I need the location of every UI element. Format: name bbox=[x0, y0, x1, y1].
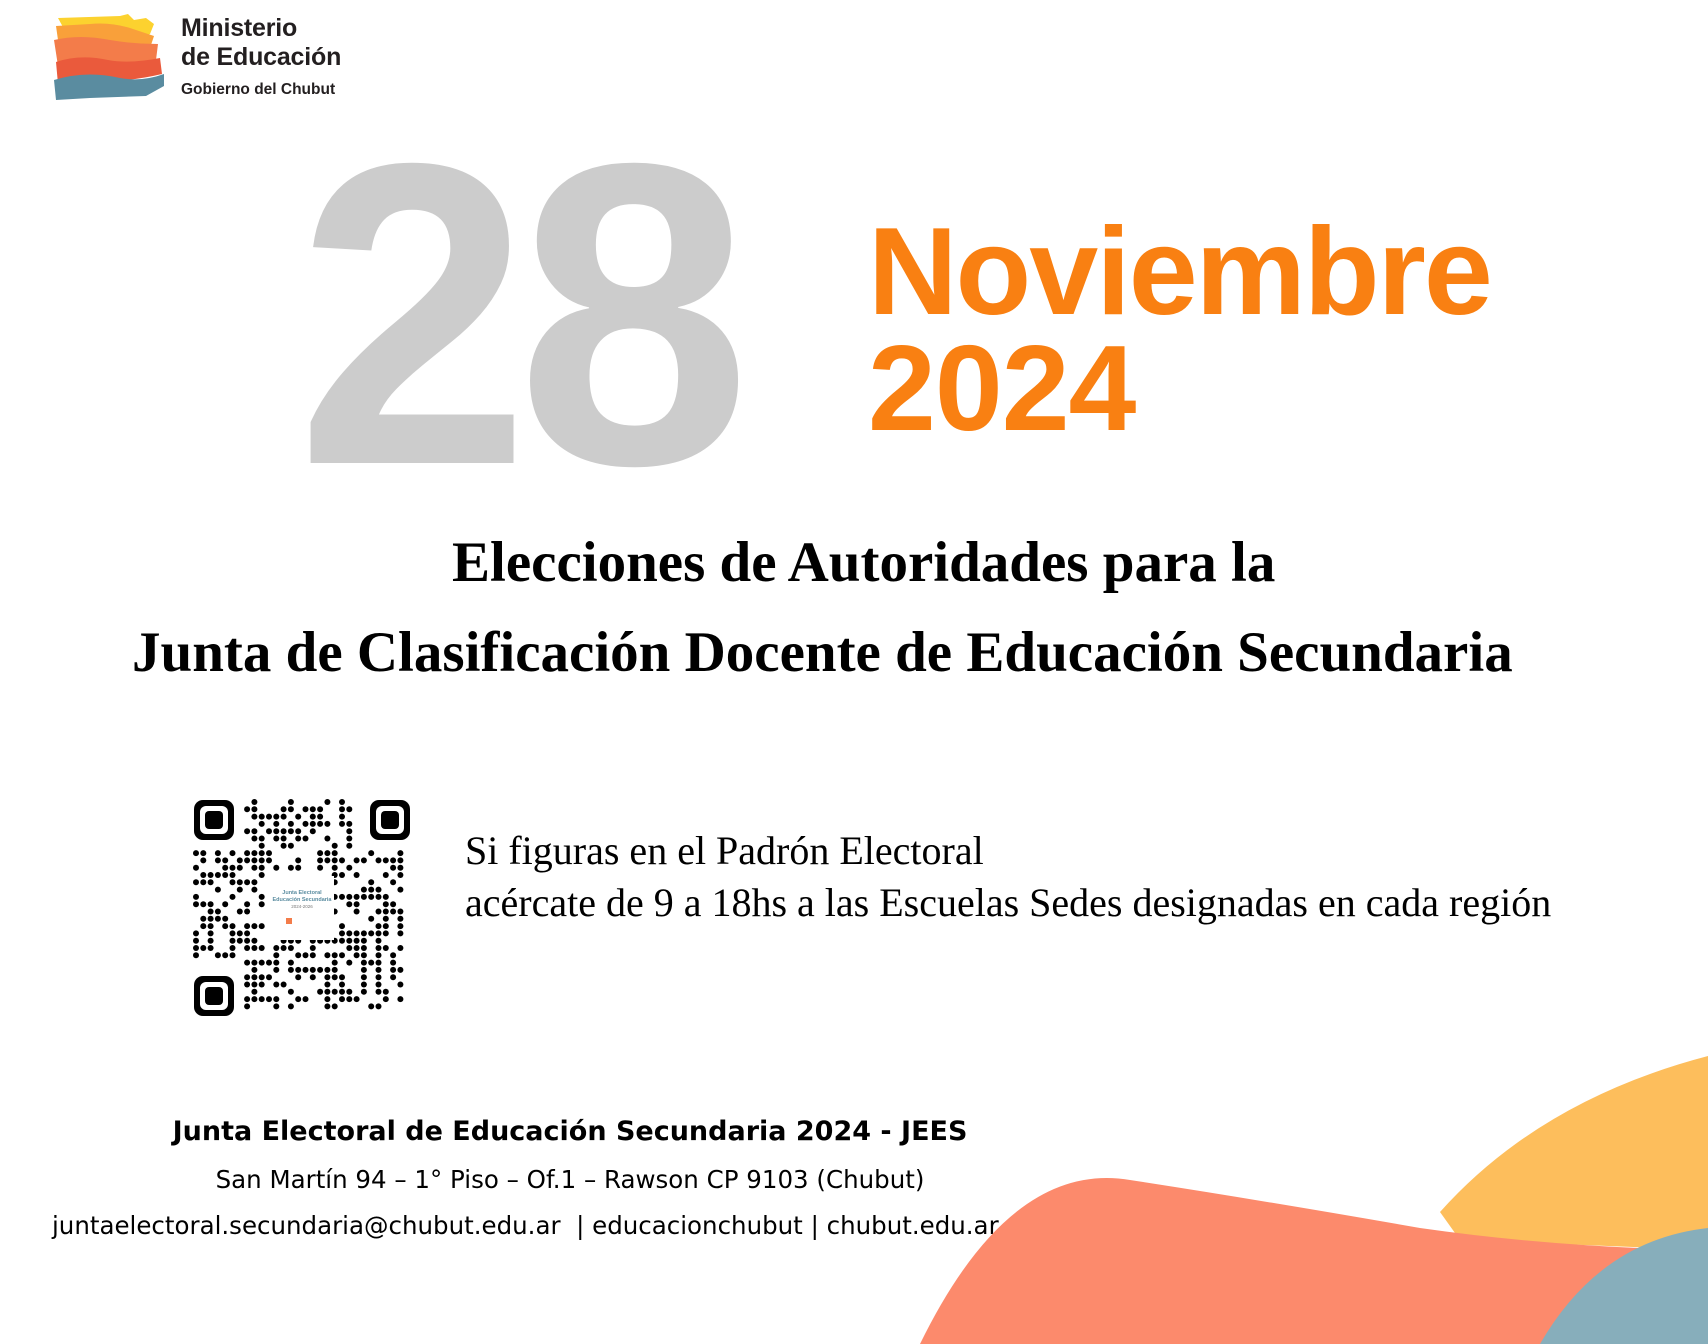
logo-title-line2: de Educación bbox=[181, 43, 342, 71]
event-year: 2024 bbox=[868, 320, 1136, 456]
qr-caption-line1: Junta Electoral bbox=[282, 890, 322, 896]
qr-finder-top-left bbox=[194, 800, 234, 840]
qr-caption-line2: Educación Secundaria bbox=[272, 897, 332, 903]
logo-subtitle: Gobierno del Chubut bbox=[181, 81, 336, 98]
event-day: 28 bbox=[296, 75, 738, 555]
decorative-waves bbox=[900, 1040, 1708, 1344]
headline-line1: Elecciones de Autoridades para la bbox=[452, 531, 1276, 594]
chubut-map-logo-icon bbox=[50, 14, 170, 100]
wave-yellow bbox=[1440, 1056, 1708, 1250]
voter-info-line1: Si figuras en el Padrón Electoral bbox=[465, 828, 984, 873]
footer-address: San Martín 94 – 1° Piso – Of.1 – Rawson CP 9103 (Chubut) bbox=[215, 1165, 925, 1194]
voter-info-line2: acércate de 9 a 18hs a las Escuelas Sedes designadas en cada región bbox=[465, 880, 1552, 925]
qr-caption-line3: 2024-2026 bbox=[291, 904, 313, 909]
logo-title-line1: Ministerio bbox=[181, 14, 298, 42]
footer-title: Junta Electoral de Educación Secundaria 2024 - JEES bbox=[172, 1116, 968, 1147]
qr-finder-top-right bbox=[370, 800, 410, 840]
event-month: Noviembre bbox=[868, 203, 1491, 341]
footer-contact[interactable]: juntaelectoral.secundaria@chubut.edu.ar | educacionchubut | chubut.edu.ar bbox=[52, 1211, 999, 1240]
headline-line2: Junta de Clasificación Docente de Educación Secundaria bbox=[132, 621, 1513, 684]
voter-info bbox=[465, 825, 1551, 929]
qr-code-icon[interactable] bbox=[192, 798, 412, 1018]
qr-badge-logo-icon bbox=[286, 918, 292, 924]
qr-finder-bottom-left bbox=[194, 976, 234, 1016]
